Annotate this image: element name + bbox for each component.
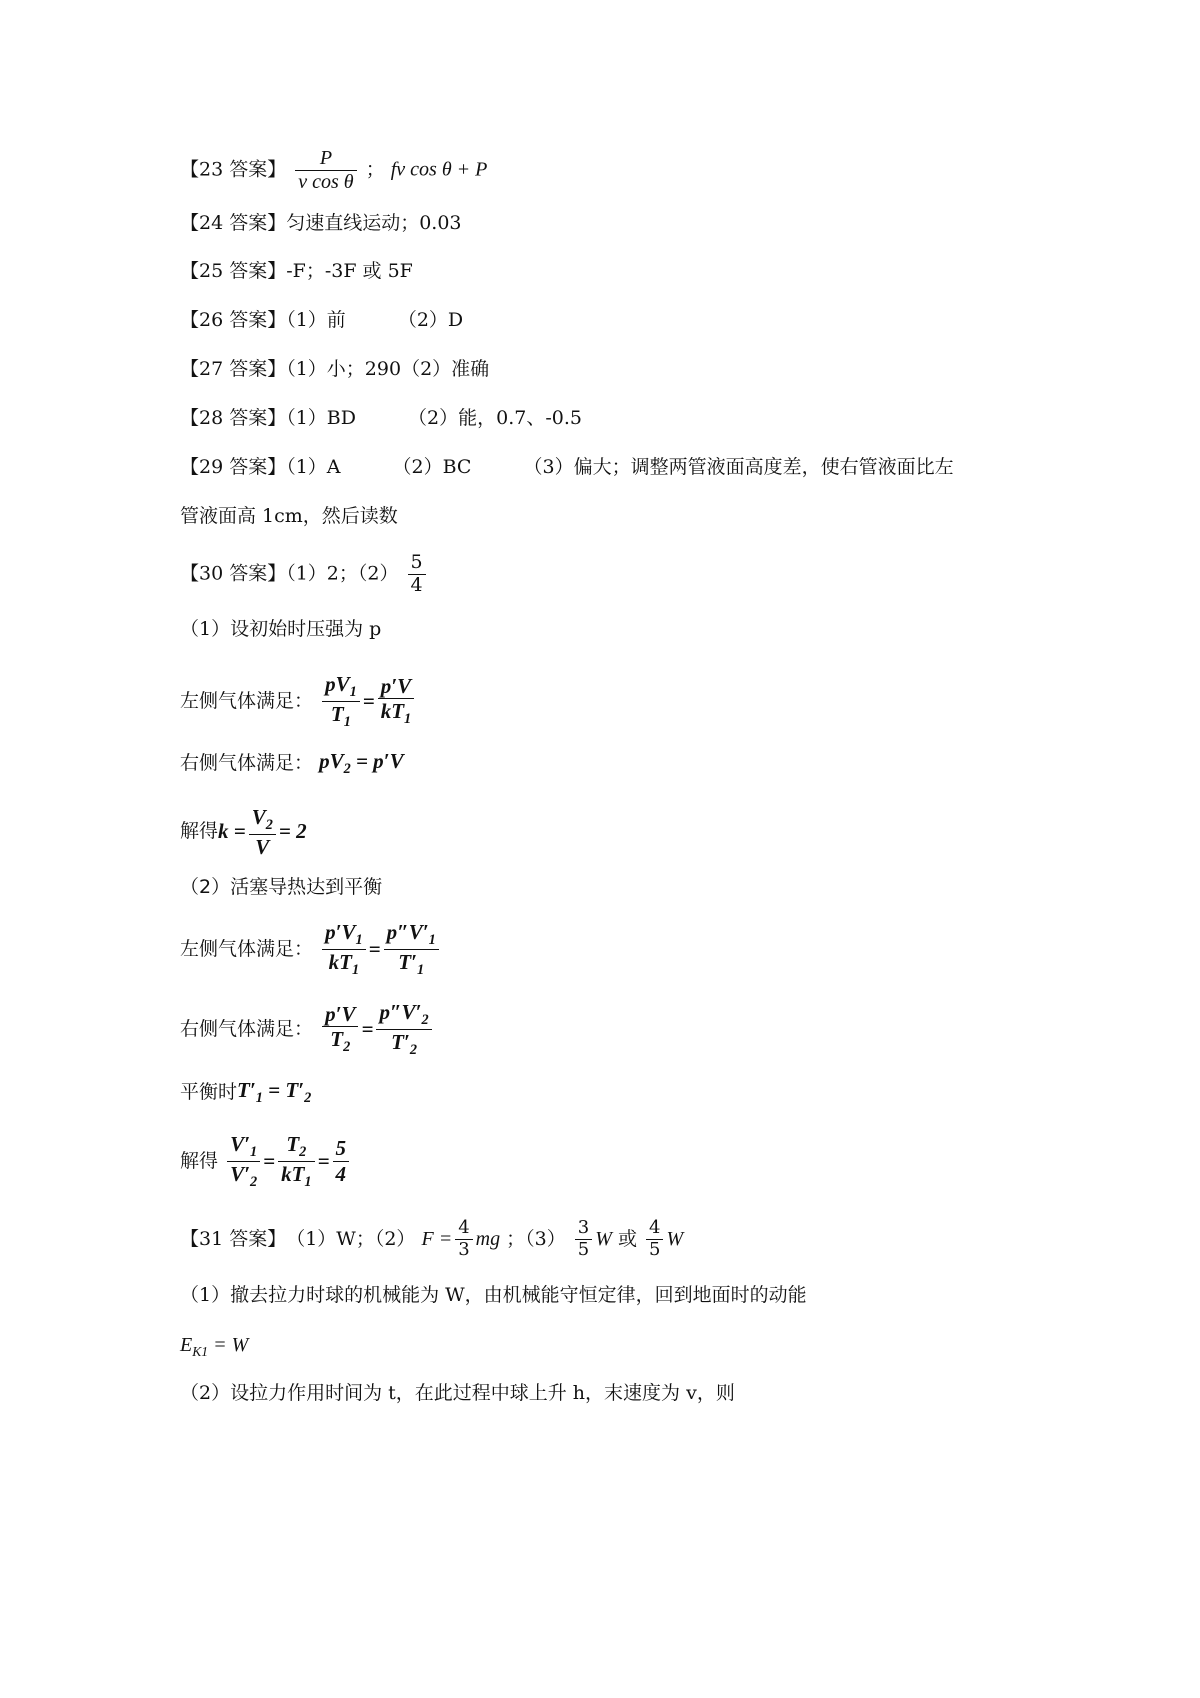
formula-fraction: $\frac{V'_1}{V'_2}$ xyxy=(227,1132,260,1190)
answer-31-part2: ；（3） xyxy=(506,1227,566,1250)
answer-23-expression: fv cos θ + P xyxy=(390,158,488,181)
answer-29-label: 【29 答案】 xyxy=(180,456,287,478)
left-gas-label: 左侧气体满足： xyxy=(180,689,314,712)
answer-26-part1: （1）前 xyxy=(286,309,346,331)
answer-27-text: （1）小；290（2）准确 xyxy=(286,358,490,380)
answer-30-part2: （2）活塞导热达到平衡 xyxy=(180,876,383,898)
answer-23 xyxy=(180,147,487,194)
or-word: 或 xyxy=(617,1227,637,1250)
solve-label: 解得 xyxy=(180,1149,219,1172)
answer-23-fraction xyxy=(295,147,356,194)
separator: ； xyxy=(365,158,385,181)
answer-31-line3: （2）设拉力作用时间为 t，在此过程中球上升 h，末速度为 v，则 xyxy=(180,1382,735,1404)
right-gas-eq-2: 右侧气体满足： $\frac{p'V}{T_2}$ = $\frac{p''V'_2}{T'_2}$ xyxy=(180,1000,435,1058)
answer-29-part1: （1）A xyxy=(286,456,341,478)
answer-28 xyxy=(180,409,582,428)
right-gas-eq-1 xyxy=(180,751,404,776)
formula-fraction: $\frac{p''V'_2}{T'_2}$ xyxy=(376,1000,431,1058)
fraction-numerator: P xyxy=(295,147,356,171)
left-gas-eq-2: 左侧气体满足： $\frac{p'V_1}{kT_1}$ = $\frac{p''V'_1}{T'_1}$ xyxy=(180,920,442,978)
right-gas-label: 右侧气体满足： xyxy=(180,752,314,775)
answer-27-label: 【27 答案】 xyxy=(180,358,287,380)
formula: $T'_1 = T'_2$ xyxy=(237,1078,312,1107)
formula-fraction: $\frac{p''V'_1}{T'_1}$ xyxy=(384,920,439,978)
fraction-numerator: 5 xyxy=(408,552,426,575)
right-gas-label: 右侧气体满足： xyxy=(180,1017,314,1040)
fraction-denominator: v cos θ xyxy=(298,171,354,193)
answer-31-line1: （1）撤去拉力时球的机械能为 W，由机械能守恒定律，回到地面时的动能 xyxy=(180,1284,807,1306)
balance-eq xyxy=(180,1080,311,1105)
answer-25-label: 【25 答案】 xyxy=(180,260,287,282)
answer-25-text: -F；-3F 或 5F xyxy=(286,260,413,282)
answer-29-part3: （3）偏大；调整两管液面高度差，使右管液面比左 xyxy=(523,456,954,478)
formula-fraction: $\frac{5}{4}$ xyxy=(333,1136,350,1185)
answer-29-continuation: 管液面高 1cm，然后读数 xyxy=(180,505,398,527)
answer-30-label: 【30 答案】 xyxy=(180,562,287,585)
formula: $pV_2 = p'V$ xyxy=(319,749,404,778)
fraction-denominator: 4 xyxy=(410,573,423,596)
answer-31-part1: （1）W；（2） xyxy=(286,1227,416,1250)
formula-fraction: $\frac{p'V}{T_2}$ xyxy=(322,1002,358,1056)
answer-30 xyxy=(180,552,429,597)
kinetic-energy-formula: $E_{K1} = W$ xyxy=(180,1334,249,1359)
answer-30-step1: （1）设初始时压强为 p xyxy=(180,618,382,640)
answer-25 xyxy=(180,262,413,281)
answer-31-label: 【31 答案】 xyxy=(180,1227,287,1250)
solve-label: 解得 xyxy=(180,820,219,843)
answer-30-fraction xyxy=(408,552,426,597)
answer-24 xyxy=(180,214,462,233)
solve-k: 解得k = $\frac{V_2}{V}$ = 2 xyxy=(180,805,307,859)
answer-30-text: （1）2；（2） xyxy=(286,562,399,585)
answer-31: 【31 答案】（1）W；（2） F = $\frac{4}{3}$ mg ；（3） $\frac{3}{5}$ W 或 $\frac{4}{5}$ W xyxy=(180,1217,684,1260)
answer-28-label: 【28 答案】 xyxy=(180,407,287,429)
formula-fraction: $\frac{V_2}{V}$ xyxy=(249,805,276,859)
left-gas-label: 左侧气体满足： xyxy=(180,937,314,960)
answer-27 xyxy=(180,360,489,379)
solve-ratio: 解得 $\frac{V'_1}{V'_2}$ = $\frac{T_2}{kT_1}$ = $\frac{5}{4}$ xyxy=(180,1132,352,1190)
answer-29-part2: （2）BC xyxy=(392,456,472,478)
answer-24-text: 匀速直线运动；0.03 xyxy=(286,212,462,234)
answer-26-part2: （2）D xyxy=(397,309,464,331)
balance-label: 平衡时 xyxy=(180,1081,238,1104)
formula-fraction: $\frac{p'V_1}{kT_1}$ xyxy=(322,920,366,978)
answer-29 xyxy=(180,458,954,477)
answer-23-label: 【23 答案】 xyxy=(180,158,287,181)
answer-26-label: 【26 答案】 xyxy=(180,309,287,331)
left-gas-eq-1: 左侧气体满足： $\frac{pV_1}{T_1}$ = $\frac{p'V}{kT_1}$ xyxy=(180,672,417,730)
answer-28-part2: （2）能，0.7、-0.5 xyxy=(408,407,582,429)
formula-fraction: $\frac{pV_1}{T_1}$ xyxy=(322,672,360,730)
formula-fraction: $\frac{T_2}{kT_1}$ xyxy=(278,1132,314,1190)
answer-24-label: 【24 答案】 xyxy=(180,212,287,234)
formula-fraction: $\frac{p'V}{kT_1}$ xyxy=(378,674,414,728)
answer-28-part1: （1）BD xyxy=(286,407,357,429)
answer-26 xyxy=(180,311,463,330)
